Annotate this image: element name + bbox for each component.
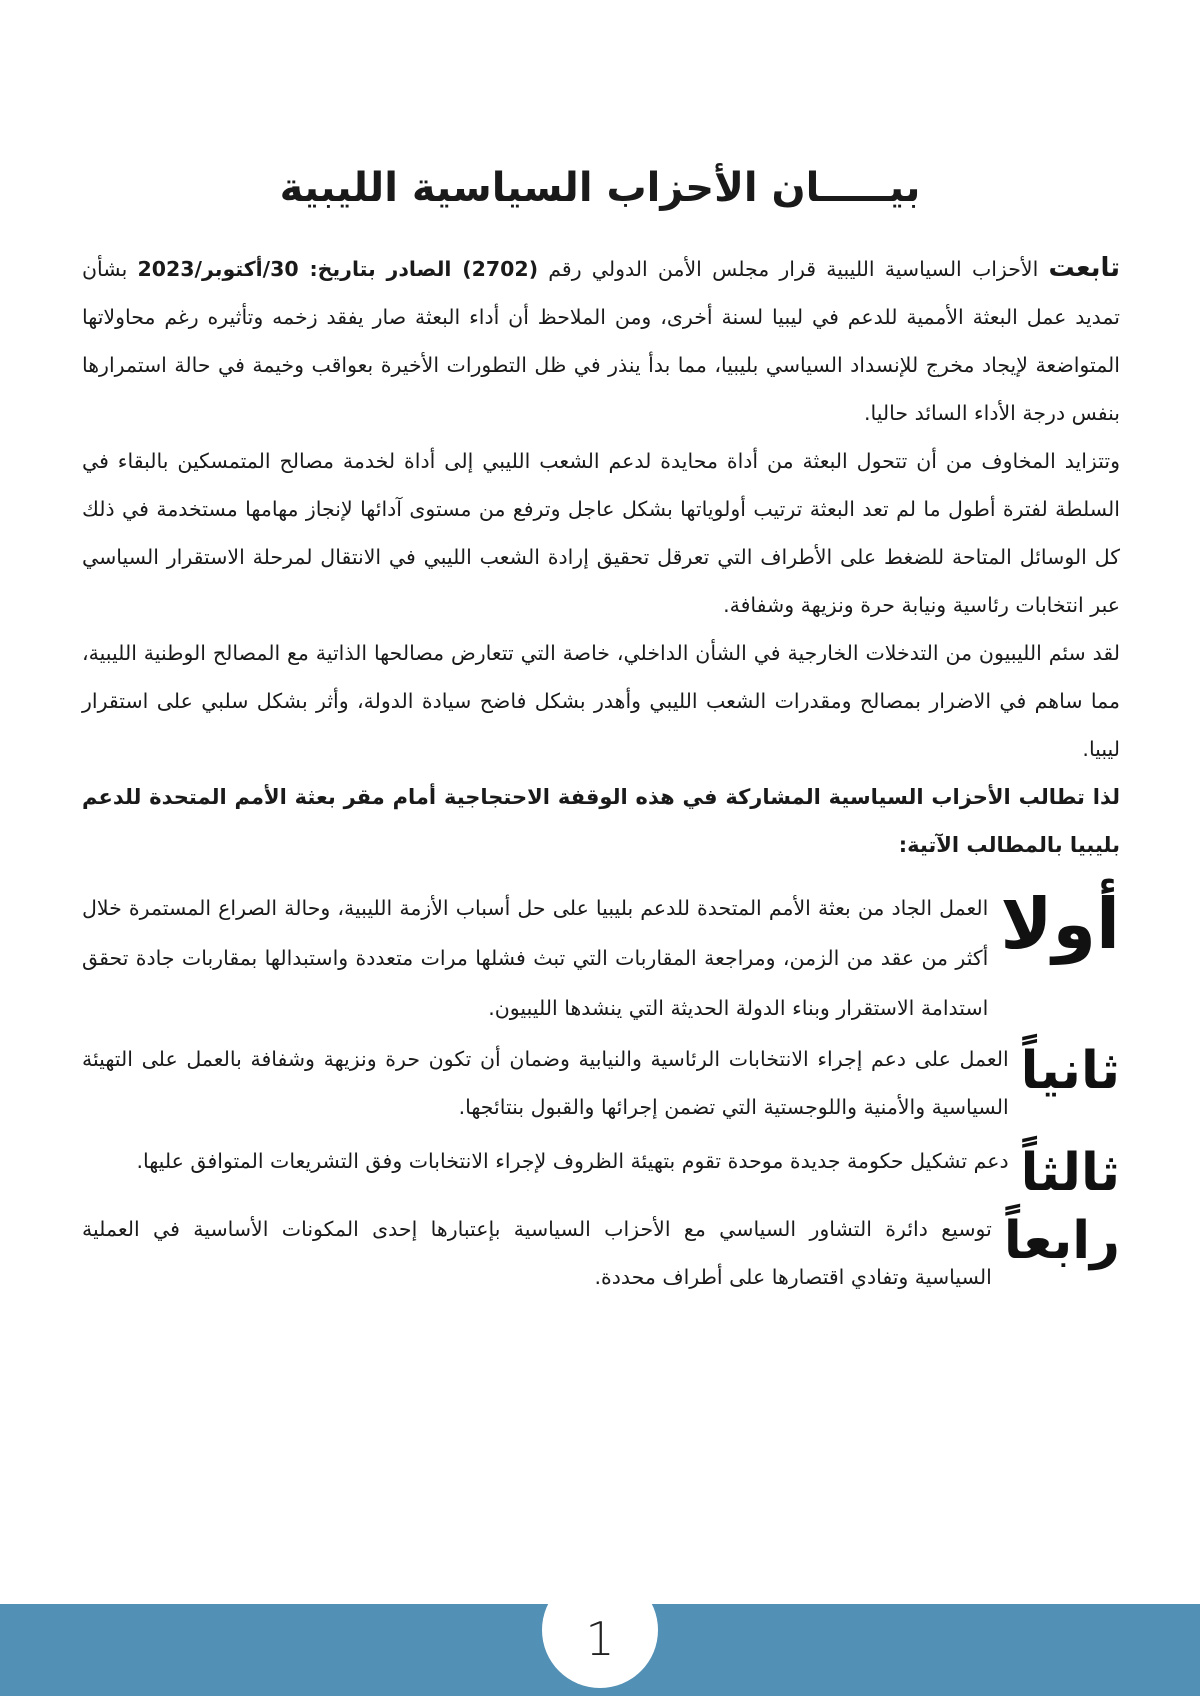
demand-text: العمل على دعم إجراء الانتخابات الرئاسية والنيابية وضمان أن تكون حرة ونزيهة وشفافة بالعمل على التهيئة السياسية والأمنية واللوجستية التي تضمن إجرائها والقبول بنتائجها. — [82, 1047, 1009, 1119]
demand-text: العمل الجاد من بعثة الأمم المتحدة للدعم بليبيا على حل أسباب الأزمة الليبية، وحالة الصراع المستمرة خلال أكثر من عقد من الزمن، ومراجعة المقاربات التي تبث فشلها مرات متعددة واستبدالها بمقاربات جادة تحقق استدامة الاستقرار وبناء الدولة الحديثة التي ينشدها الليبيون. — [82, 896, 989, 1020]
intro-text-part2: بشأن تمديد عمل البعثة الأممية للدعم في ليبيا لسنة أخرى، ومن الملاحظ أن أداء البعثة صار يفقد زخمه وتأثيره رغم محاولاتها المتواضعة لإيجاد مخرج للإنسداد السياسي بليبيا، مما بدأ ينذر في ظل التطورات الأخيرة بعواقب وخيمة في حالة استمرارها بنفس درجة الأداء السائد حاليا. — [82, 257, 1120, 425]
demands-intro: لذا تطالب الأحزاب السياسية المشاركة في هذه الوقفة الاحتجاجية أمام مقر بعثة الأمم المتحدة للدعم بليبيا بالمطالب الآتية: — [82, 785, 1120, 857]
demand-number: رابعاً — [1003, 1211, 1120, 1271]
demand-number: أولا — [1000, 883, 1120, 965]
concerns-paragraph: وتتزايد المخاوف من أن تتحول البعثة من أداة محايدة لدعم الشعب الليبي إلى أداة لخدمة مصالح المتمسكين بالبقاء في السلطة لفترة أطول ما لم تعد البعثة ترتيب أولوياتها بشكل عاجل وترفع من مستوى آدائها لإنجاز مهامها مستخدمة في ذلك كل الوسائل المتاحة للضغط على الأطراف التي تعرقل تحقيق إرادة الشعب الليبي في الانتقال لمرحلة الاستقرار السياسي عبر انتخابات رئاسية ونيابة حرة ونزيهة وشفافة. — [82, 449, 1120, 617]
demand-number: ثانياً — [1020, 1041, 1120, 1101]
intro-lead-word: تابعت — [1048, 253, 1120, 283]
demand-item-1 — [82, 883, 1120, 1033]
document-body — [82, 244, 1120, 1301]
page-number: 1 — [585, 1612, 615, 1666]
page-number-badge — [542, 1572, 658, 1688]
intro-paragraph — [82, 244, 1120, 437]
demand-item-4 — [82, 1205, 1120, 1301]
demand-item-2 — [82, 1035, 1120, 1131]
interference-paragraph: لقد سئم الليبيون من التدخلات الخارجية في الشأن الداخلي، خاصة التي تتعارض مصالحها الذاتية مع المصالح الوطنية الليبية، مما ساهم في الاضرار بمصالح ومقدرات الشعب الليبي وأهدر بشكل فاضح سيادة الدولة، وأثر بشكل سلبي على استقرار ليبيا. — [82, 641, 1120, 761]
demand-number: ثالثاً — [1020, 1143, 1120, 1203]
demand-text: توسيع دائرة التشاور السياسي مع الأحزاب السياسية بإعتبارها إحدى المكونات الأساسية في العملية السياسية وتفادي اقتصارها على أطراف محددة. — [82, 1217, 992, 1289]
intro-text-part1: الأحزاب السياسية الليبية قرار مجلس الأمن الدولي رقم — [538, 257, 1049, 281]
document-title: بيـــــان الأحزاب السياسية الليبية — [279, 164, 921, 211]
demand-text: دعم تشكيل حكومة جديدة موحدة تقوم بتهيئة الظروف لإجراء الانتخابات وفق التشريعات المتوافق عليها. — [136, 1149, 1009, 1173]
resolution-reference: (2702) الصادر بتاريخ: 30/أكتوبر/2023 — [137, 257, 539, 281]
demand-item-3 — [82, 1137, 1120, 1203]
